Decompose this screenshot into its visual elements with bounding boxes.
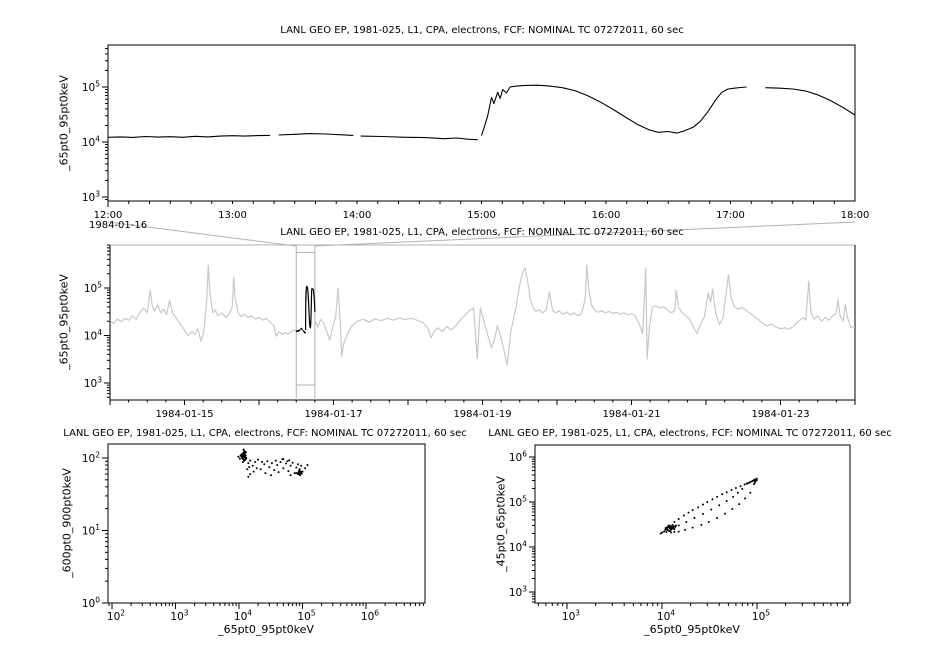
svg-text:105: $10^5$ [83, 280, 102, 295]
chart-title: LANL GEO EP, 1981-025, L1, CPA, electrons, FCF: NOMINAL TC 07272011, 60 sec [280, 25, 684, 36]
chart-title: LANL GEO EP, 1981-025, L1, CPA, electrons, FCF: NOMINAL TC 07272011, 60 sec [63, 428, 467, 439]
svg-text:104: $10^4$ [81, 134, 100, 149]
svg-text:102: $10^2$ [81, 450, 100, 465]
svg-text:101: $10^1$ [81, 523, 100, 538]
chart-title: LANL GEO EP, 1981-025, L1, CPA, electrons, FCF: NOMINAL TC 07272011, 60 sec [488, 428, 892, 439]
svg-text:17:00: 17:00 [716, 210, 745, 221]
svg-text:1984-01-19: 1984-01-19 [453, 409, 512, 420]
svg-text:16:00: 16:00 [591, 210, 621, 221]
svg-text:104: $10^4$ [656, 608, 676, 623]
svg-text:105: $10^5$ [508, 494, 527, 509]
svg-text:1984-01-21: 1984-01-21 [602, 409, 661, 420]
svg-text:104: $10^4$ [233, 608, 253, 623]
svg-text:106: $10^6$ [508, 449, 527, 464]
svg-text:105: $10^5$ [751, 608, 771, 623]
x-axis-label: _65pt0_95pt0keV [218, 623, 314, 636]
svg-text:103: $10^3$ [561, 608, 581, 623]
svg-text:14:00: 14:00 [342, 210, 372, 221]
svg-text:103: $10^3$ [81, 189, 100, 204]
svg-text:104: $10^4$ [83, 328, 102, 343]
svg-text:18:00: 18:00 [840, 210, 870, 221]
x-axis-date-label: 1984-01-16 [89, 220, 148, 231]
svg-text:100: $10^0$ [81, 595, 100, 610]
svg-text:15:00: 15:00 [467, 210, 496, 221]
y-axis-label: _65pt0_95pt0keV [57, 75, 71, 171]
svg-text:106: $10^6$ [360, 608, 380, 623]
svg-text:103: $10^3$ [170, 608, 189, 623]
svg-text:12:00: 12:00 [93, 210, 123, 221]
svg-text:13:00: 13:00 [218, 210, 247, 221]
chart-title: LANL GEO EP, 1981-025, L1, CPA, electrons, FCF: NOMINAL TC 07272011, 60 sec [280, 227, 684, 238]
svg-text:103: $10^3$ [83, 375, 102, 390]
svg-text:1984-01-17: 1984-01-17 [304, 409, 363, 420]
svg-text:1984-01-15: 1984-01-15 [155, 409, 214, 420]
svg-text:104: $10^4$ [508, 539, 527, 554]
y-axis-label: _65pt0_95pt0keV [57, 274, 71, 370]
svg-text:105: $10^5$ [297, 608, 316, 623]
y-axis-label: _45pt0_65pt0keV [494, 476, 508, 572]
svg-text:105: $10^5$ [81, 79, 100, 94]
svg-text:102: $10^2$ [106, 608, 126, 623]
svg-text:103: $10^3$ [508, 584, 527, 599]
y-axis-label: _600pt0_900pt0keV [60, 468, 74, 578]
svg-text:1984-01-23: 1984-01-23 [751, 409, 810, 420]
x-axis-label: _65pt0_95pt0keV [644, 623, 740, 636]
